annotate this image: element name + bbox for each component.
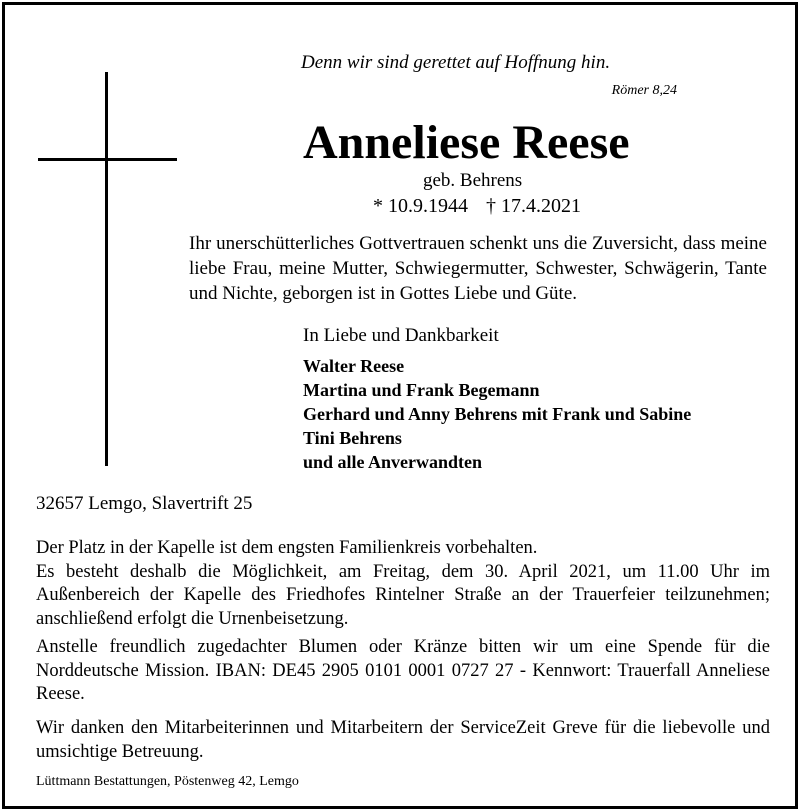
bible-verse-reference: Römer 8,24 [611,83,677,98]
mourner: Gerhard und Anny Behrens mit Frank und Sabine [303,404,692,424]
cross-icon-vertical [105,72,108,466]
birth-name: geb. Behrens [423,170,523,191]
mourner: Walter Reese [303,356,405,376]
mourner: und alle Anverwandten [303,452,483,472]
condolence-message: Ihr unerschütterliches Gottvertrauen schenkt uns die Zuversicht, dass meine liebe Frau, meine Mutter, Schwiegermutter, Schwester, Schwägerin, Tante und Nichte, geborgen ist in Gottes Liebe und Güte. [189,233,767,304]
thanks-line: In Liebe und Dankbarkeit [303,325,499,346]
obituary-notice [2,2,798,809]
cross-icon-horizontal [38,158,177,161]
birth-date: * 10.9.1944 [373,195,468,217]
bible-verse: Denn wir sind gerettet auf Hoffnung hin. [301,52,611,73]
donation-request: Anstelle freundlich zugedachter Blumen oder Kränze bitten wir um eine Spende für die Norddeutsche Mission. IBAN: DE45 2905 0101 0001 0727 27 - Kennwort: Trauerfall Anneliese Reese. [36,637,770,704]
life-dates [373,195,581,218]
funeral-home: Lüttmann Bestattungen, Pöstenweg 42, Lemgo [36,774,299,789]
mourner: Tini Behrens [303,428,402,448]
family-address: 32657 Lemgo, Slavertrift 25 [36,493,253,514]
deceased-name: Anneliese Reese [303,116,630,169]
funeral-notice [36,537,770,631]
gratitude-note: Wir danken den Mitarbeiterinnen und Mitarbeitern der ServiceZeit Greve für die liebevolle und umsichtige Betreuung. [36,718,770,762]
mourners-list [303,354,691,474]
death-date: † 17.4.2021 [486,195,581,217]
chapel-capacity-note: Der Platz in der Kapelle ist dem engsten Familienkreis vorbehalten. [36,538,538,558]
ceremony-details: Es besteht deshalb die Möglichkeit, am Freitag, dem 30. April 2021, um 11.00 Uhr im Außenbereich der Kapelle des Friedhofes Rintelner Straße an der Trauerfeier teilzunehmen; anschließend erfolgt die Urnenbeisetzung. [36,561,770,629]
mourner: Martina und Frank Begemann [303,380,540,400]
